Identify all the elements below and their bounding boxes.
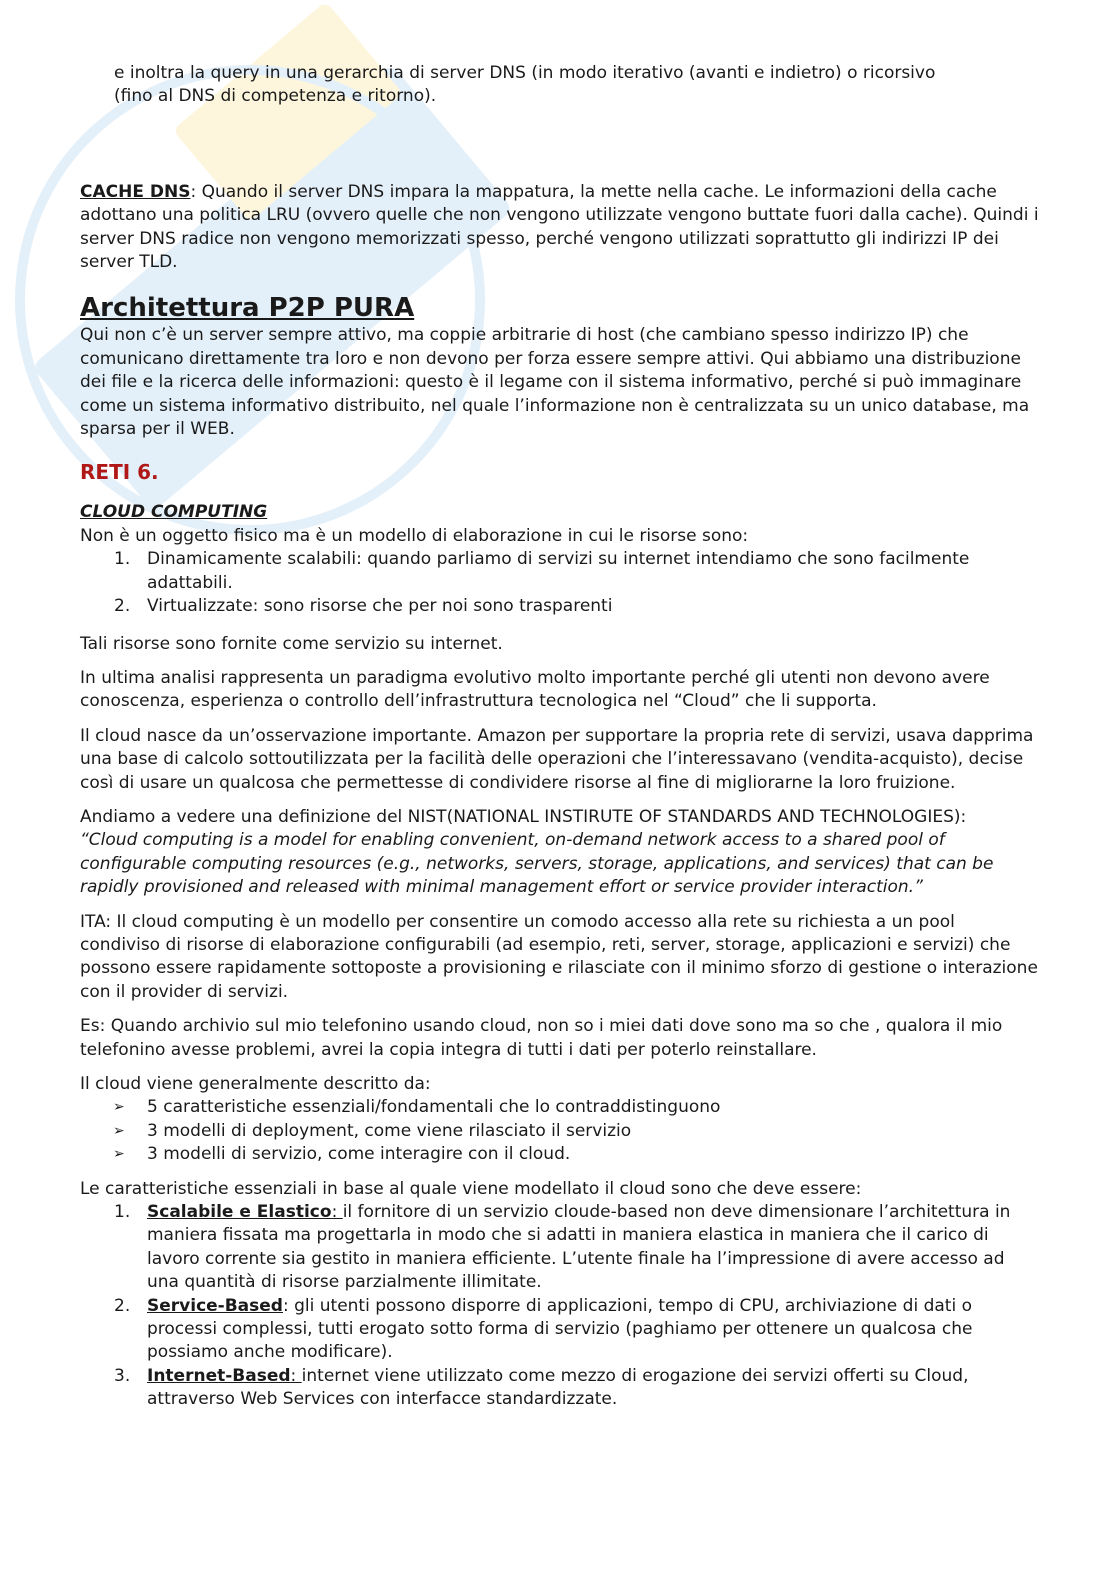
feature-term: Internet-Based: [147, 1365, 291, 1386]
paragraph-services: Tali risorse sono fornite come servizio su internet.: [80, 633, 503, 654]
arrow-bullet-icon: ➢: [113, 1099, 125, 1116]
cache-dns-paragraph: [80, 181, 1040, 275]
list-text: Virtualizzate: sono risorse che per noi sono trasparenti: [147, 596, 613, 617]
paragraph-amazon: Il cloud nasce da un’osservazione importante. Amazon per supportare la propria rete di servizi, usava dapprima una base di calcolo sottoutilizzata per la facilità delle operazioni che l’interessavano (vendita-acquisto), decise così di usare un qualcosa che permettesse di condividere risorse al fine di migliorarne la loro fruizione.: [80, 725, 1034, 793]
list-text: Dinamicamente scalabili: quando parliamo di servizi su internet intendiamo che sono facilmente adattabili.: [147, 549, 970, 593]
paragraph-description: Il cloud viene generalmente descritto da:: [80, 1074, 431, 1094]
cache-dns-title: CACHE DNS: [80, 181, 191, 202]
paragraph-essential-intro: Le caratteristiche essenziali in base al quale viene modellato il cloud sono che deve essere:: [80, 1178, 862, 1199]
list-item: [80, 1143, 1040, 1166]
essential-features-list: [80, 1201, 1040, 1412]
list-number: 1.: [114, 549, 131, 570]
intro-line-1: e inoltra la query in una gerarchia di server DNS (in modo iterativo (avanti e indietro) o ricorsivo: [114, 63, 936, 83]
list-item: [80, 1295, 1040, 1365]
description-bullet-list: [80, 1096, 1040, 1166]
list-item: [80, 1120, 1040, 1143]
document-page: [80, 62, 1040, 1412]
list-item: [80, 1365, 1040, 1412]
feature-separator: :: [290, 1365, 302, 1386]
arrow-bullet-icon: ➢: [113, 1146, 125, 1163]
feature-term: Service-Based: [147, 1295, 283, 1316]
list-number: 2.: [114, 1295, 131, 1316]
feature-text: gli utenti possono disporre di applicazioni, tempo di CPU, archiviazione di dati o processi complessi, tutti erogato sotto forma di servizio (paghiamo per ottenere un qualcosa che possiamo anche modificare).: [147, 1295, 973, 1363]
arrow-bullet-icon: ➢: [113, 1122, 125, 1139]
feature-separator: :: [282, 1295, 289, 1316]
list-item: [80, 1096, 1040, 1119]
nist-quote: “Cloud computing is a model for enabling convenient, on-demand network access to a shared pool of configurable computing resources (e.g., networks, servers, storage, applications, and services) that can be rapidly provisioned and released with minimal management effort or service provider interaction.”: [80, 830, 994, 898]
paragraph-ita: ITA: Il cloud computing è un modello per consentire un comodo accesso alla rete su richiesta a un pool condiviso di risorse di elaborazione configurabili (ad esempio, reti, server, storage, applicazioni e servizi) che possono essere rapidamente sottoposte a provisioning e rilasciate con il minimo sforzo di gestione o interazione con il provider di servizi.: [80, 911, 1038, 1002]
cloud-resource-list: [80, 548, 1040, 618]
paragraph-paradigm: In ultima analisi rappresenta un paradigma evolutivo molto importante perché gli utenti non devono avere conoscenza, esperienza o controllo dell’infrastruttura tecnologica nel “Cloud” che li supporta.: [80, 667, 990, 712]
list-text: 3 modelli di deployment, come viene rilasciato il servizio: [147, 1120, 632, 1141]
list-number: 3.: [114, 1365, 131, 1386]
cache-dns-text: : Quando il server DNS impara la mappatura, la mette nella cache. Le informazioni della cache adottano una politica LRU (ovvero quelle che non vengono utilizzate vengono buttate fuori dalla cache). Quindi i server DNS radice non vengono memorizzati spesso, perché vengono utilizzati soprattutto gli indirizzi IP dei server TLD.: [80, 181, 1039, 273]
list-item: [80, 1201, 1040, 1295]
p2p-paragraph: Qui non c’è un server sempre attivo, ma coppie arbitrarie di host (che cambiano spesso indirizzo IP) che comunicano direttamente tra loro e non devono per forza essere sempre attivi. Qui abbiamo una distribuzione dei file e la ricerca delle informazioni: questo è il legame con il sistema informativo, perché si può immaginare come un sistema informativo distribuito, nel quale l’informazione non è centralizzata su un unico database, ma sparsa per il WEB.: [80, 325, 1030, 440]
paragraph-nist-intro: Andiamo a vedere una definizione del NIST(NATIONAL INSTIRUTE OF STANDARDS AND TECHNOLOGIES):: [80, 806, 967, 827]
list-item: [80, 595, 1040, 618]
feature-text: il fornitore di un servizio cloude-based non deve dimensionare l’architettura in maniera fissata ma progettarla in modo che si adatti in maniera elastica in maniera che il carico di lavoro corrente sia gestito in maniera efficiente. L’utente finale ha l’impressione di avere accesso ad una quantità di risorse parzialmente illimitate.: [147, 1202, 1011, 1293]
list-text: 5 caratteristiche essenziali/fondamentali che lo contraddistinguono: [147, 1097, 721, 1118]
list-number: 1.: [114, 1202, 131, 1223]
feature-term: Scalabile e Elastico: [147, 1202, 332, 1223]
reti-heading: RETI 6.: [80, 460, 159, 485]
cloud-heading: CLOUD COMPUTING: [80, 502, 268, 523]
list-text: 3 modelli di servizio, come interagire con il cloud.: [147, 1144, 571, 1165]
list-item: [80, 548, 1040, 595]
paragraph-example: Es: Quando archivio sul mio telefonino usando cloud, non so i miei dati dove sono ma so che , qualora il mio telefonino avesse problemi, avrei la copia integra di tutti i dati per poterlo reinstallare.: [80, 1016, 1003, 1060]
p2p-heading: Architettura P2P PURA: [80, 293, 415, 324]
feature-separator: :: [331, 1202, 343, 1223]
cloud-intro: Non è un oggetto fisico ma è un modello di elaborazione in cui le risorse sono:: [80, 525, 749, 546]
intro-line-2: (fino al DNS di competenza e ritorno).: [114, 86, 437, 107]
list-number: 2.: [114, 596, 131, 617]
feature-text: internet viene utilizzato come mezzo di erogazione dei servizi offerti su Cloud, attraverso Web Services con interfacce standardizzate.: [147, 1365, 969, 1410]
